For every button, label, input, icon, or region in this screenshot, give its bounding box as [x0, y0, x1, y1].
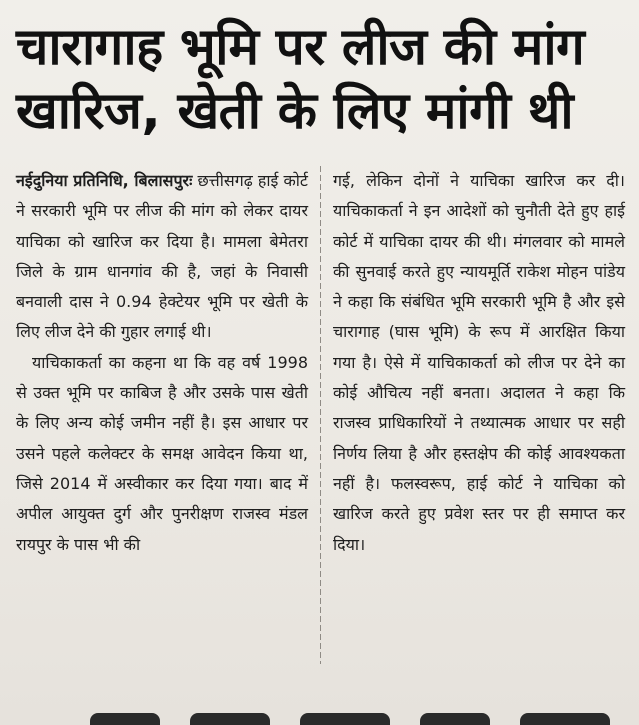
cropped-glyph [300, 713, 390, 725]
article-paragraph: याचिकाकर्ता का कहना था कि वह वर्ष 1998 से उक्त भूमि पर काबिज है और उसके पास खेती के लिए अन्य कोई जमीन नहीं है। इस आधार पर उसने पहले कलेक्टर के समक्ष आवेदन किया था, जिसे 2014 में अस्वीकार कर दिया गया। बाद में अपील आयुक्त दुर्ग और पुनरीक्षण राजस्व मंडल रायपुर के पास भी की [16, 352, 308, 554]
article-paragraph: गई, लेकिन दोनों ने याचिका खारिज कर दी। याचिकाकर्ता ने इन आदेशों को चुनौती देते हुए हाई कोर्ट में याचिका दायर की थी। मंगलवार को मामले की सुनवाई करते हुए न्यायमूर्ति राकेश मोहन पांडेय ने कहा कि संबंधित भूमि सरकारी भूमि है और इसे चारागाह (घास भूमि) के रूप में आरक्षित किया गया है। ऐसे में याचिकाकर्ता को लीज पर देने का कोई औचित्य नहीं बनता। अदालत ने कहा कि राजस्व प्राधिकारियों ने तथ्यात्मक आधार पर सही निर्णय लिया है और हस्तक्षेप की कोई आवश्यकता नहीं है। फलस्वरूप, हाई कोर्ट ने याचिका को खारिज करते हुए प्रवेश स्तर पर ही समाप्त कर दिया। [333, 171, 625, 554]
article-text: छत्तीसगढ़ हाई कोर्ट ने सरकारी भूमि पर लीज की मांग को लेकर दायर याचिका को खारिज कर दिया है। मामला बेमेतरा जिले के ग्राम धानगांव की है, जहां के निवासी बनवाली दास ने 0.94 हेक्टेयर भूमि पर खेती के लिए लीज देने की गुहार लगाई थी। [16, 171, 308, 342]
headline-line-2: खारिज, खेती के लिए मांगी थी [16, 82, 574, 141]
headline [16, 16, 625, 144]
article-body [16, 166, 625, 666]
cropped-glyph [420, 713, 490, 725]
cropped-glyph [520, 713, 610, 725]
byline: नईदुनिया प्रतिनिधि, बिलासपुरः [16, 171, 193, 190]
cropped-glyph [90, 713, 160, 725]
headline-line-1: चारागाह भूमि पर लीज की मांग [16, 18, 585, 77]
article-column-left [16, 166, 320, 666]
next-headline-fragment [0, 711, 639, 725]
article-paragraph [16, 166, 308, 348]
article-column-right [321, 166, 625, 666]
cropped-glyph [190, 713, 270, 725]
